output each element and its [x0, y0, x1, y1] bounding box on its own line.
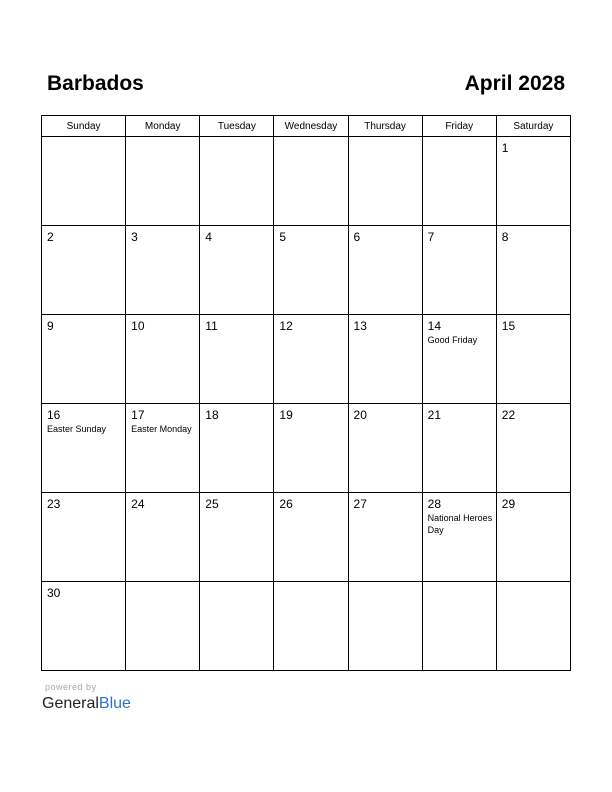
- day-number: 17: [131, 408, 145, 422]
- day-number: 19: [279, 408, 293, 422]
- day-number: [126, 137, 199, 141]
- day-cell: [422, 493, 496, 582]
- weekday-friday: Friday: [422, 116, 496, 137]
- day-number: [497, 582, 570, 586]
- generalblue-logo: [42, 694, 131, 714]
- day-cell: [42, 404, 126, 493]
- day-number: [274, 582, 347, 586]
- day-number: 3: [131, 230, 138, 244]
- day-cell: [422, 315, 496, 404]
- day-number: [423, 137, 496, 141]
- weekday-header-row: [42, 116, 571, 137]
- day-cell: [200, 582, 274, 671]
- week-row: [42, 493, 571, 582]
- day-number: 6: [353, 230, 361, 244]
- day-number: 13: [353, 319, 367, 333]
- day-cell: [42, 493, 126, 582]
- day-number: 16: [47, 408, 61, 422]
- day-number: 23: [47, 497, 61, 511]
- day-number: 26: [279, 497, 293, 511]
- day-cell: [200, 493, 274, 582]
- day-cell: [274, 226, 348, 315]
- calendar-grid: [41, 115, 571, 671]
- day-cell: [200, 226, 274, 315]
- day-cell: [42, 137, 126, 226]
- week-row: [42, 404, 571, 493]
- day-number: 28: [427, 497, 442, 511]
- day-cell: [496, 315, 570, 404]
- day-cell: [348, 226, 422, 315]
- day-cell: [126, 137, 200, 226]
- day-number: 27: [353, 497, 367, 511]
- weekday-tuesday: Tuesday: [200, 116, 274, 137]
- powered-by-text: powered by: [45, 682, 97, 692]
- week-row: [42, 137, 571, 226]
- holiday-label: Good Friday: [427, 335, 478, 345]
- weekday-wednesday: Wednesday: [274, 116, 348, 137]
- day-cell: [496, 226, 570, 315]
- day-number: 29: [501, 497, 516, 511]
- day-number: 11: [205, 319, 218, 333]
- day-cell: [200, 315, 274, 404]
- day-cell: [496, 493, 570, 582]
- day-number: [423, 582, 496, 586]
- day-number: [42, 137, 125, 141]
- day-number: 1: [501, 141, 509, 155]
- day-cell: [348, 404, 422, 493]
- day-number: 22: [501, 408, 516, 422]
- day-cell: [422, 137, 496, 226]
- day-cell: [274, 493, 348, 582]
- day-cell: [126, 493, 200, 582]
- day-number: 15: [501, 319, 516, 333]
- weekday-saturday: Saturday: [496, 116, 570, 137]
- brand-general: General: [42, 695, 99, 712]
- day-number: 2: [47, 230, 54, 244]
- month-year-title: April 2028: [464, 72, 565, 95]
- day-cell: [422, 404, 496, 493]
- weekday-thursday: Thursday: [348, 116, 422, 137]
- holiday-label: National Heroes Day: [427, 513, 493, 535]
- day-number: 8: [501, 230, 509, 244]
- day-cell: [274, 315, 348, 404]
- day-cell: [126, 315, 200, 404]
- country-title: Barbados: [47, 72, 144, 95]
- day-number: [126, 582, 199, 586]
- day-number: [349, 582, 422, 586]
- day-cell: [42, 226, 126, 315]
- day-cell: [274, 582, 348, 671]
- day-cell: [496, 404, 570, 493]
- day-number: 21: [427, 408, 442, 422]
- day-cell: [422, 226, 496, 315]
- day-cell: [274, 137, 348, 226]
- day-number: [349, 137, 422, 141]
- brand-blue: Blue: [98, 695, 131, 712]
- holiday-label: Easter Monday: [131, 424, 192, 434]
- day-number: 14: [427, 319, 442, 333]
- day-cell: [126, 582, 200, 671]
- day-number: [274, 137, 347, 141]
- day-number: [200, 137, 273, 141]
- day-number: 7: [427, 230, 435, 244]
- day-cell: [42, 315, 126, 404]
- weekday-monday: Monday: [126, 116, 200, 137]
- day-number: 24: [131, 497, 145, 511]
- day-number: [200, 582, 273, 586]
- holiday-label: Easter Sunday: [47, 424, 107, 434]
- day-cell: [42, 582, 126, 671]
- day-cell: [200, 404, 274, 493]
- day-number: 20: [353, 408, 367, 422]
- day-number: 12: [279, 319, 293, 333]
- day-cell: [274, 404, 348, 493]
- day-cell: [348, 315, 422, 404]
- day-cell: [496, 137, 570, 226]
- day-cell: [200, 137, 274, 226]
- day-number: 25: [205, 497, 219, 511]
- day-number: 4: [205, 230, 212, 244]
- day-number: 5: [279, 230, 287, 244]
- day-cell: [348, 137, 422, 226]
- week-row: [42, 582, 571, 671]
- day-cell: [126, 226, 200, 315]
- day-cell: [348, 582, 422, 671]
- week-row: [42, 226, 571, 315]
- day-number: 30: [47, 586, 61, 600]
- day-number: 10: [131, 319, 145, 333]
- day-number: 9: [47, 319, 54, 333]
- week-row: [42, 315, 571, 404]
- day-cell: [126, 404, 200, 493]
- weekday-sunday: Sunday: [42, 116, 126, 137]
- day-number: 18: [205, 408, 219, 422]
- day-cell: [422, 582, 496, 671]
- day-cell: [496, 582, 570, 671]
- day-cell: [348, 493, 422, 582]
